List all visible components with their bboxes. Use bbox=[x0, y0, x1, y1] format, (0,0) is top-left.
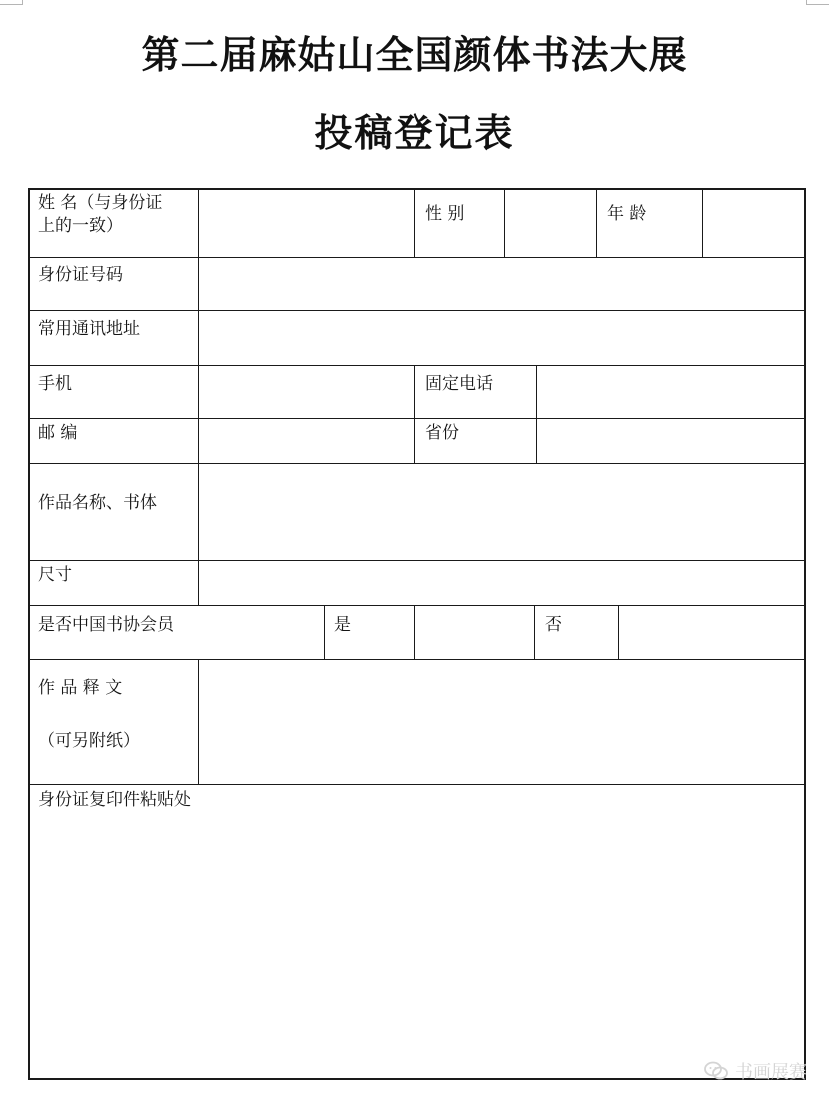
id-number-label: 身份证号码 bbox=[38, 265, 123, 285]
mobile-label: 手机 bbox=[38, 374, 72, 394]
column-divider bbox=[198, 659, 199, 785]
column-divider bbox=[534, 605, 535, 660]
column-divider bbox=[414, 365, 415, 464]
transcription-label: 作 品 释 文 bbox=[38, 678, 123, 698]
row-divider bbox=[28, 365, 806, 366]
row-divider bbox=[28, 605, 806, 606]
wechat-icon bbox=[703, 1060, 729, 1082]
column-divider bbox=[618, 605, 619, 660]
row-divider bbox=[28, 310, 806, 311]
work-title-label: 作品名称、书体 bbox=[38, 493, 157, 513]
yes-label: 是 bbox=[334, 615, 351, 635]
transcription-note: （可另附纸） bbox=[38, 731, 140, 751]
document-subtitle: 投稿登记表 bbox=[314, 111, 515, 155]
column-divider bbox=[596, 188, 597, 258]
column-divider bbox=[324, 605, 325, 660]
row-divider bbox=[28, 463, 806, 464]
postcode-label: 邮 编 bbox=[38, 423, 78, 443]
page-corner-mark-right bbox=[806, 0, 829, 5]
province-label: 省份 bbox=[425, 423, 459, 443]
column-divider bbox=[536, 365, 537, 464]
row-divider bbox=[28, 659, 806, 660]
id-copy-label: 身份证复印件粘贴处 bbox=[38, 790, 191, 810]
column-divider bbox=[198, 188, 199, 464]
row-divider bbox=[28, 257, 806, 258]
name-label-line1: 姓 名（与身份证 bbox=[38, 193, 163, 213]
document-title: 第二届麻姑山全国颜体书法大展 bbox=[141, 33, 688, 77]
gender-label: 性 别 bbox=[425, 204, 465, 224]
no-label: 否 bbox=[545, 615, 562, 635]
address-label: 常用通讯地址 bbox=[38, 319, 140, 339]
size-label: 尺寸 bbox=[38, 565, 72, 585]
row-divider bbox=[28, 560, 806, 561]
page-corner-mark-left bbox=[0, 0, 23, 5]
row-divider bbox=[28, 418, 806, 419]
age-label: 年 龄 bbox=[607, 204, 647, 224]
watermark-text: 书画展赛 bbox=[735, 1062, 807, 1083]
cca-member-label: 是否中国书协会员 bbox=[38, 615, 174, 635]
landline-label: 固定电话 bbox=[425, 374, 493, 394]
column-divider bbox=[198, 463, 199, 606]
row-divider bbox=[28, 784, 806, 785]
name-label-line2: 上的一致） bbox=[38, 216, 123, 236]
column-divider bbox=[414, 188, 415, 258]
column-divider bbox=[702, 188, 703, 258]
watermark bbox=[703, 1058, 807, 1084]
column-divider bbox=[414, 605, 415, 660]
column-divider bbox=[504, 188, 505, 258]
